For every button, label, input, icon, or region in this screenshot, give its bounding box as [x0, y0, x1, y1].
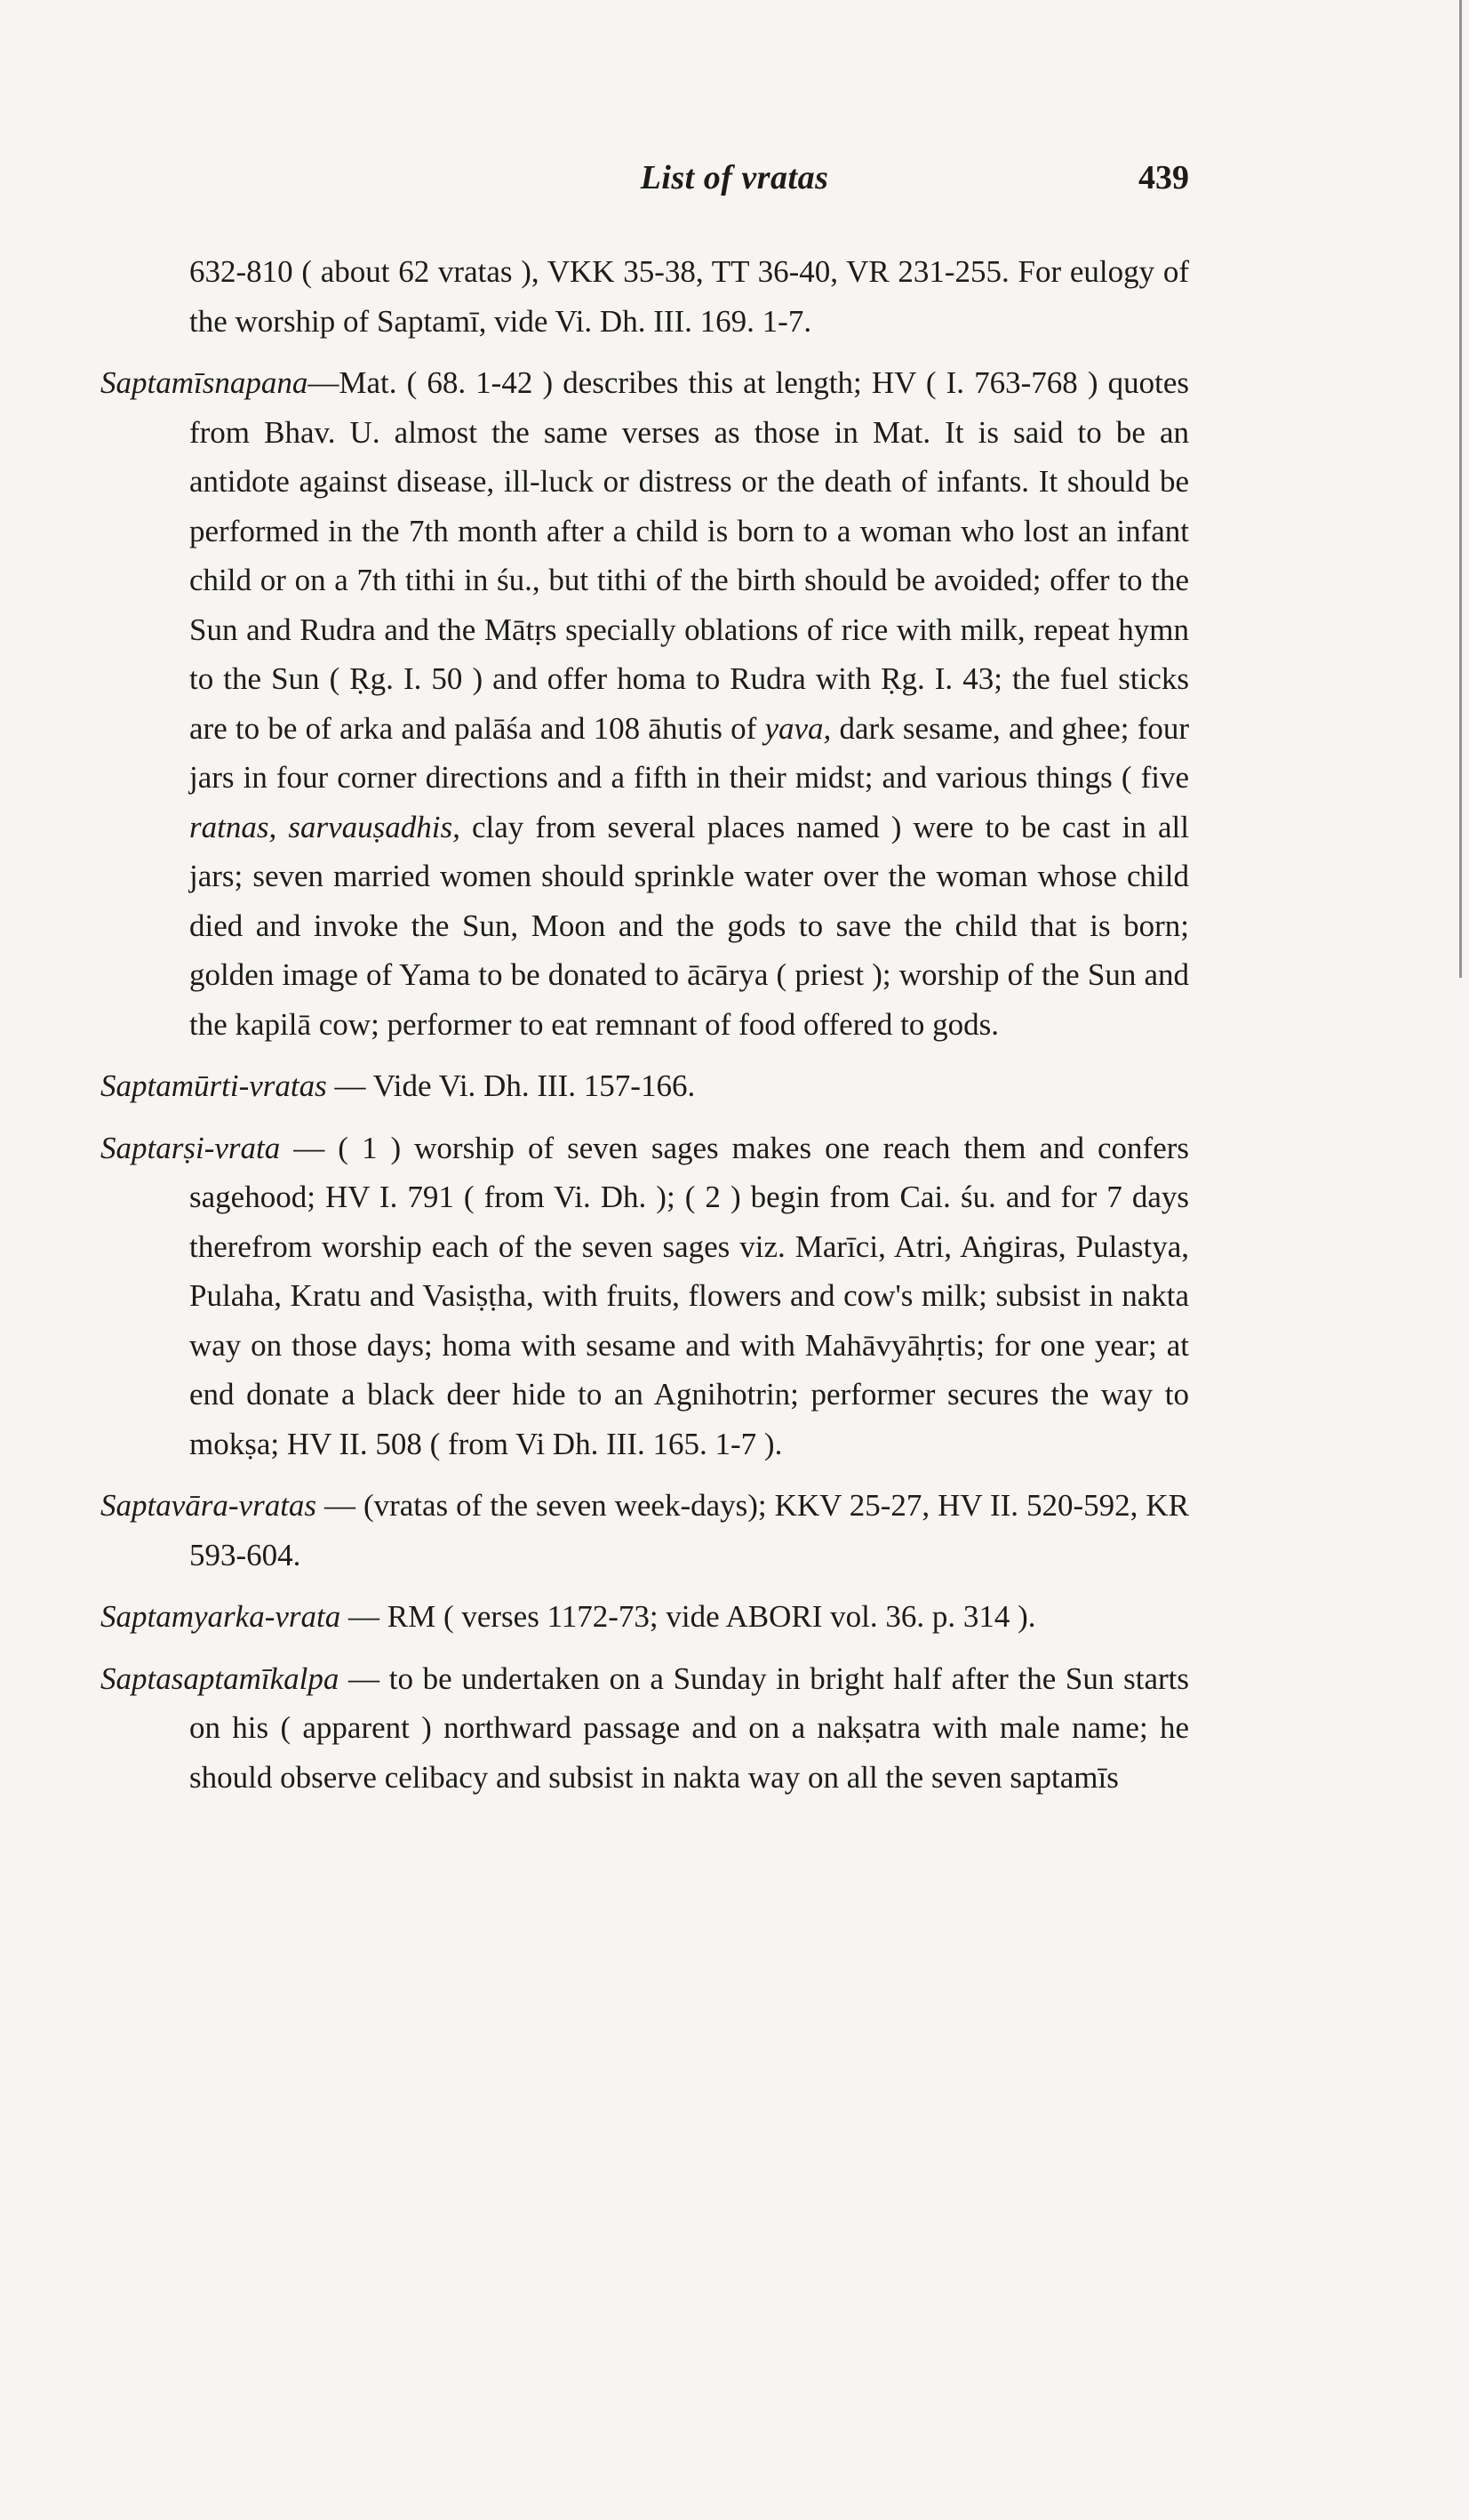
- entry-saptarsi-vrata: [100, 1124, 1189, 1469]
- entry-text: —Mat. ( 68. 1-42 ) describes this at length; HV ( I. 763-768 ) quotes from Bhav. U. almost the same verses as those in Mat. It is said to be an antidote against disease, ill-luck or distress or the death of infants. It should be performed in the 7th month after a child is born to a woman who lost an infant child or on a 7th tithi in śu., but tithi of the birth should be avoided; offer to the Sun and Rudra and the Mātṛs specially oblations of rice with milk, repeat hymn to the Sun ( Ṛg. I. 50 ) and offer homa to Rudra with Ṛg. I. 43; the fuel sticks are to be of arka and palāśa and 108 āhutis of: [189, 365, 1189, 746]
- page-edge-line: [1459, 0, 1462, 978]
- page-body: [100, 247, 1189, 1814]
- entry-term: Saptarṣi-vrata: [100, 1130, 281, 1165]
- entry-text: — ( 1 ) worship of seven sages makes one reach them and confers sagehood; HV I. 791 ( from Vi. Dh. ); ( 2 ) begin from Cai. śu. and for 7 days therefrom worship each of the seven sages viz. Marīci, Atri, Aṅgiras, Pulastya, Pulaha, Kratu and Vasiṣṭha, with fruits, flowers and cow's milk; subsist in nakta way on those days; homa with sesame and with Mahāvyāhṛtis; for one year; at end donate a black deer hide to an Agnihotrin; performer secures the way to mokṣa; HV II. 508 ( from Vi Dh. III. 165. 1-7 ).: [189, 1130, 1189, 1461]
- entry-italic: yava,: [764, 710, 832, 746]
- entry-text: — Vide Vi. Dh. III. 157-166.: [326, 1068, 696, 1103]
- entry-continuation: [100, 247, 1189, 346]
- entry-text: — RM ( verses 1172-73; vide ABORI vol. 36. p. 314 ).: [340, 1599, 1036, 1634]
- entry-text-3: clay from several places named ) were to be cast in all jars; seven married women should sprinkle water over the woman whose child died and invoke the Sun, Moon and the gods to save the child that is born; golden image of Yama to be donated to ācārya ( priest ); worship of the Sun and the kapilā cow; performer to eat remnant of food offered to gods.: [189, 809, 1189, 1042]
- entry-text-2: dark sesame, and ghee; four jars in four corner directions and a fifth in their midst; and various things ( five: [189, 710, 1189, 795]
- entry-term: Saptasaptamīkalpa: [100, 1660, 339, 1696]
- entry-text: — to be undertaken on a Sunday in bright half after the Sun starts on his ( apparent ) northward passage and on a nakṣatra with male name; he should observe celibacy and subsist in nakta way on all the seven saptamīs: [189, 1660, 1189, 1795]
- entry-italic-2: ratnas, sarvauṣadhis,: [189, 809, 460, 844]
- entry-saptasaptamikalpa: [100, 1654, 1189, 1803]
- entry-term: Saptamūrti-vratas: [100, 1068, 327, 1103]
- entry-term: Saptavāra-vratas: [100, 1488, 317, 1523]
- entry-saptamyarka-vrata: [100, 1592, 1189, 1642]
- page-header: [0, 158, 1469, 212]
- entry-term: Saptamyarka-vrata: [100, 1599, 341, 1634]
- entry-text: — (vratas of the seven week-days); KKV 25-27, HV II. 520-592, KR 593-604.: [189, 1488, 1189, 1572]
- entry-saptavara-vratas: [100, 1481, 1189, 1580]
- entry-saptamurti-vratas: [100, 1061, 1189, 1111]
- entry-term: Saptamīsnapana: [100, 365, 308, 400]
- entry-saptamisnapana: [100, 358, 1189, 1049]
- page-number: 439: [1138, 159, 1189, 196]
- entry-text: 632-810 ( about 62 vratas ), VKK 35-38, TT 36-40, VR 231-255. For eulogy of the worship of Saptamī, vide Vi. Dh. III. 169. 1-7.: [189, 254, 1189, 339]
- running-head: List of vratas: [640, 159, 829, 196]
